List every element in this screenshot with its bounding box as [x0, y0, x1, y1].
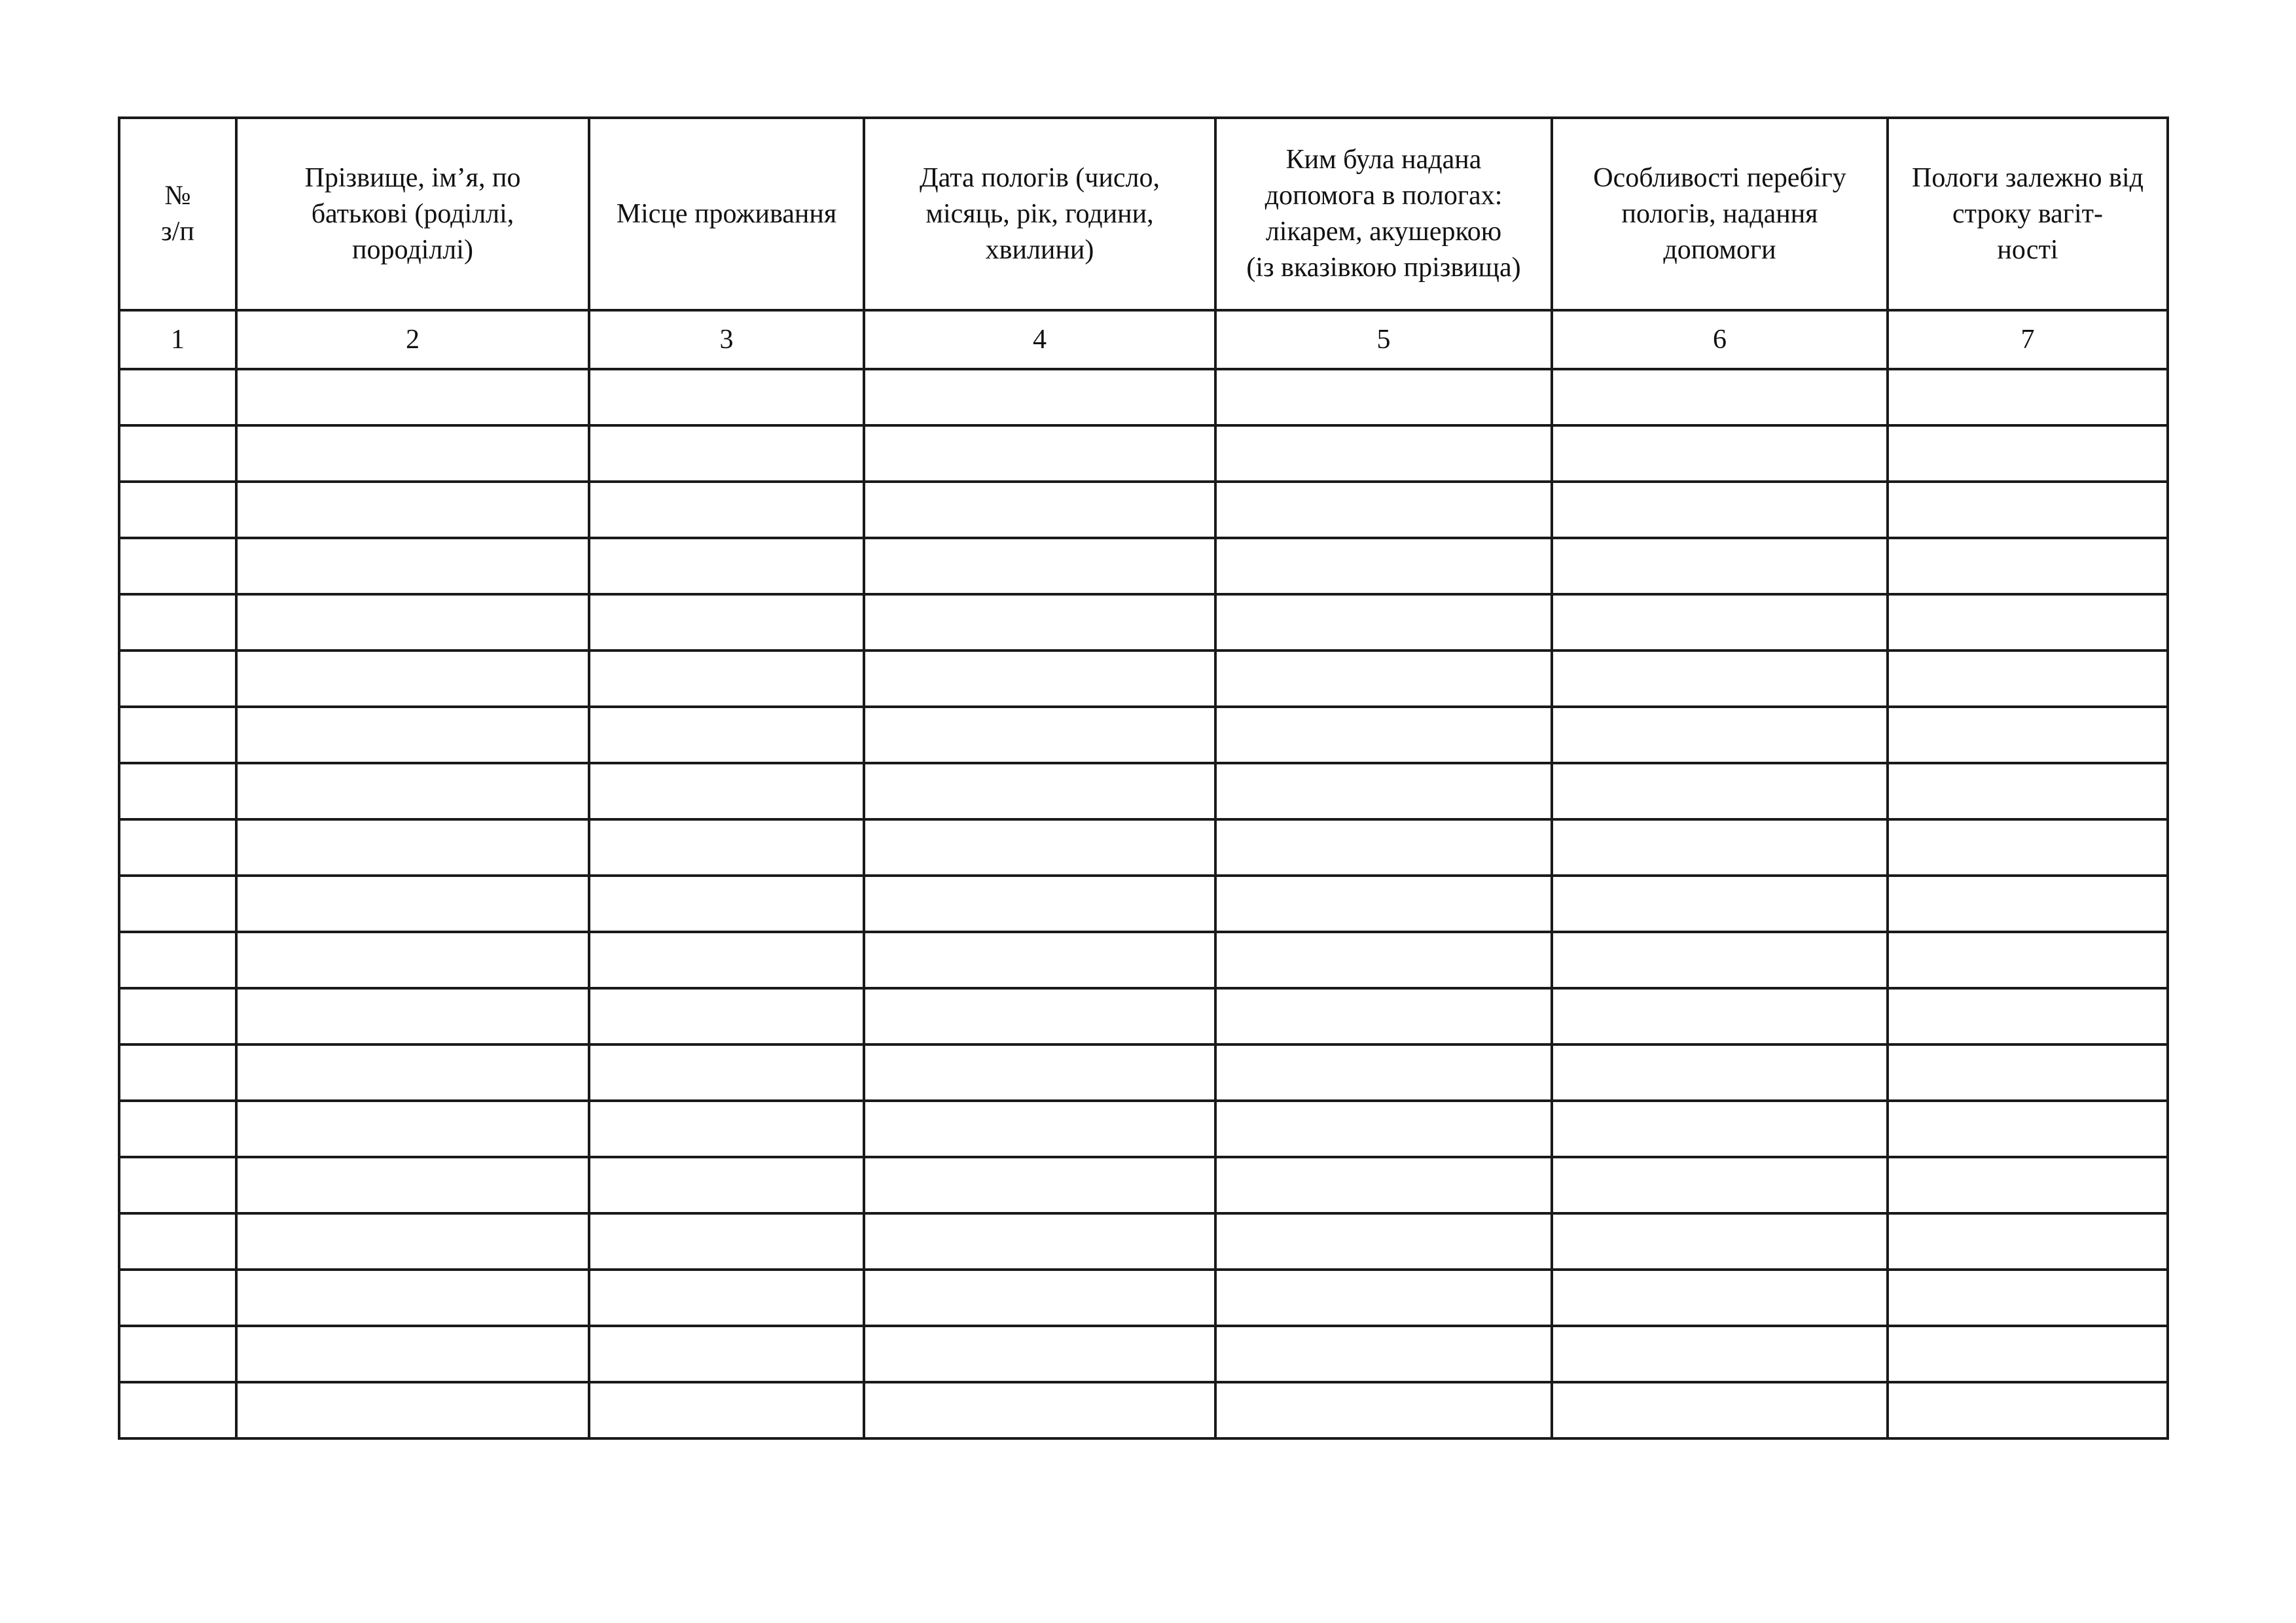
blank-cell: [236, 1382, 589, 1438]
blank-cell: [1888, 1213, 2168, 1270]
table-row: [119, 425, 2168, 482]
blank-cell: [119, 819, 236, 876]
column-number: 5: [1215, 310, 1552, 369]
blank-cell: [1215, 1326, 1552, 1382]
blank-cell: [119, 1213, 236, 1270]
blank-cell: [1888, 538, 2168, 594]
blank-cell: [236, 594, 589, 651]
blank-cell: [1888, 763, 2168, 819]
blank-cell: [1888, 819, 2168, 876]
blank-cell: [236, 651, 589, 707]
header-cell-4: [864, 118, 1215, 310]
blank-cell: [1215, 932, 1552, 988]
header-cell-3: [589, 118, 864, 310]
blank-cell: [119, 876, 236, 932]
blank-cell: [119, 1326, 236, 1382]
header-label: Особливості перебігу пологів, надання допомоги: [1593, 162, 1846, 265]
blank-cell: [864, 1382, 1215, 1438]
blank-cell: [589, 369, 864, 425]
blank-cell: [119, 1044, 236, 1101]
blank-cell: [236, 1101, 589, 1157]
register-sheet: [118, 116, 2166, 1440]
column-number-row: [119, 310, 2168, 369]
blank-cell: [864, 369, 1215, 425]
blank-cell: [1552, 425, 1888, 482]
header-label: № з/п: [161, 181, 194, 247]
header-cell-7: [1888, 118, 2168, 310]
blank-cell: [1552, 1382, 1888, 1438]
blank-cell: [1215, 369, 1552, 425]
blank-cell: [589, 482, 864, 538]
blank-cell: [119, 707, 236, 763]
blank-cell: [589, 988, 864, 1044]
table-row: [119, 988, 2168, 1044]
blank-cell: [236, 763, 589, 819]
births-register-table: [118, 116, 2169, 1440]
blank-cell: [1215, 1157, 1552, 1213]
blank-cell: [236, 1044, 589, 1101]
blank-cell: [864, 425, 1215, 482]
blank-cell: [119, 482, 236, 538]
blank-cell: [1888, 1382, 2168, 1438]
blank-cell: [236, 1326, 589, 1382]
blank-cell: [1888, 1270, 2168, 1326]
blank-cell: [1215, 1101, 1552, 1157]
table-row: [119, 1382, 2168, 1438]
blank-cell: [1215, 1213, 1552, 1270]
table-row: [119, 482, 2168, 538]
blank-cell: [1552, 1270, 1888, 1326]
blank-cell: [1888, 594, 2168, 651]
blank-cell: [864, 988, 1215, 1044]
blank-cell: [1552, 538, 1888, 594]
table-row: [119, 369, 2168, 425]
header-cell-5: [1215, 118, 1552, 310]
blank-cell: [1552, 988, 1888, 1044]
blank-cell: [1552, 819, 1888, 876]
blank-cell: [1888, 707, 2168, 763]
blank-cell: [864, 1044, 1215, 1101]
blank-cell: [119, 763, 236, 819]
register-body: [119, 369, 2168, 1438]
blank-cell: [119, 1382, 236, 1438]
blank-cell: [1888, 369, 2168, 425]
column-number: 1: [119, 310, 236, 369]
blank-cell: [1215, 594, 1552, 651]
blank-cell: [236, 876, 589, 932]
blank-cell: [236, 819, 589, 876]
blank-cell: [589, 932, 864, 988]
blank-cell: [589, 1157, 864, 1213]
blank-cell: [1215, 763, 1552, 819]
blank-cell: [236, 1270, 589, 1326]
blank-cell: [864, 651, 1215, 707]
blank-cell: [589, 1213, 864, 1270]
blank-cell: [1552, 1213, 1888, 1270]
blank-cell: [1888, 482, 2168, 538]
table-row: [119, 932, 2168, 988]
blank-cell: [236, 707, 589, 763]
table-row: [119, 1044, 2168, 1101]
blank-cell: [1215, 1270, 1552, 1326]
table-row: [119, 763, 2168, 819]
column-number: 7: [1888, 310, 2168, 369]
blank-cell: [119, 932, 236, 988]
table-row: [119, 1270, 2168, 1326]
blank-cell: [1552, 1044, 1888, 1101]
table-row: [119, 1326, 2168, 1382]
blank-cell: [119, 651, 236, 707]
blank-cell: [864, 763, 1215, 819]
blank-cell: [1215, 538, 1552, 594]
blank-cell: [589, 819, 864, 876]
blank-cell: [589, 425, 864, 482]
blank-cell: [119, 425, 236, 482]
blank-cell: [1888, 1101, 2168, 1157]
header-cell-6: [1552, 118, 1888, 310]
column-number: 4: [864, 310, 1215, 369]
blank-cell: [1215, 988, 1552, 1044]
blank-cell: [864, 1157, 1215, 1213]
blank-cell: [1215, 819, 1552, 876]
blank-cell: [1552, 594, 1888, 651]
blank-cell: [1552, 763, 1888, 819]
blank-cell: [1888, 1157, 2168, 1213]
blank-cell: [1888, 988, 2168, 1044]
header-cell-2: [236, 118, 589, 310]
blank-cell: [236, 538, 589, 594]
blank-cell: [1215, 707, 1552, 763]
blank-cell: [119, 1270, 236, 1326]
blank-cell: [589, 763, 864, 819]
table-row: [119, 707, 2168, 763]
column-number: 6: [1552, 310, 1888, 369]
blank-cell: [1552, 1157, 1888, 1213]
blank-cell: [1552, 707, 1888, 763]
blank-cell: [589, 1044, 864, 1101]
blank-cell: [864, 1326, 1215, 1382]
blank-cell: [1888, 1326, 2168, 1382]
blank-cell: [1215, 1044, 1552, 1101]
column-number: 3: [589, 310, 864, 369]
blank-cell: [1552, 1326, 1888, 1382]
blank-cell: [119, 1157, 236, 1213]
blank-cell: [1552, 482, 1888, 538]
blank-cell: [864, 538, 1215, 594]
header-label: Ким була надана допомога в пологах: лікарем, акушеркою (із вказівкою прізвища): [1246, 145, 1521, 283]
blank-cell: [119, 369, 236, 425]
column-number: 2: [236, 310, 589, 369]
blank-cell: [589, 1270, 864, 1326]
blank-cell: [864, 1213, 1215, 1270]
blank-cell: [589, 1326, 864, 1382]
blank-cell: [119, 594, 236, 651]
table-row: [119, 819, 2168, 876]
blank-cell: [236, 425, 589, 482]
blank-cell: [1888, 651, 2168, 707]
header-row: [119, 118, 2168, 310]
blank-cell: [589, 707, 864, 763]
table-row: [119, 1213, 2168, 1270]
blank-cell: [1888, 932, 2168, 988]
table-row: [119, 876, 2168, 932]
header-label: Пологи залежно від строку вагіт- ності: [1911, 162, 2144, 265]
blank-cell: [864, 594, 1215, 651]
blank-cell: [1215, 1382, 1552, 1438]
blank-cell: [1888, 425, 2168, 482]
blank-cell: [864, 482, 1215, 538]
blank-cell: [1888, 1044, 2168, 1101]
table-row: [119, 1157, 2168, 1213]
blank-cell: [864, 1101, 1215, 1157]
blank-cell: [589, 1101, 864, 1157]
blank-cell: [589, 651, 864, 707]
blank-cell: [119, 538, 236, 594]
blank-cell: [1215, 876, 1552, 932]
blank-cell: [864, 932, 1215, 988]
blank-cell: [1552, 932, 1888, 988]
blank-cell: [1552, 369, 1888, 425]
header-label: Місце проживання: [616, 198, 837, 229]
blank-cell: [236, 1157, 589, 1213]
blank-cell: [1215, 482, 1552, 538]
blank-cell: [236, 932, 589, 988]
blank-cell: [589, 876, 864, 932]
table-row: [119, 651, 2168, 707]
header-label: Дата пологів (число, місяць, рік, години, хвилини): [919, 162, 1160, 265]
blank-cell: [119, 1101, 236, 1157]
header-label: Прізвище, ім’я, по батькові (роділлі, породіллі): [304, 162, 521, 265]
blank-cell: [864, 819, 1215, 876]
blank-cell: [589, 538, 864, 594]
blank-cell: [864, 1270, 1215, 1326]
blank-cell: [1215, 651, 1552, 707]
blank-cell: [119, 988, 236, 1044]
blank-cell: [589, 594, 864, 651]
blank-cell: [236, 988, 589, 1044]
header-cell-1: [119, 118, 236, 310]
blank-cell: [864, 876, 1215, 932]
blank-cell: [1552, 876, 1888, 932]
blank-cell: [1552, 1101, 1888, 1157]
blank-cell: [236, 482, 589, 538]
blank-cell: [236, 1213, 589, 1270]
blank-cell: [589, 1382, 864, 1438]
table-row: [119, 594, 2168, 651]
blank-cell: [1888, 876, 2168, 932]
table-row: [119, 1101, 2168, 1157]
blank-cell: [1215, 425, 1552, 482]
blank-cell: [864, 707, 1215, 763]
table-row: [119, 538, 2168, 594]
blank-cell: [1552, 651, 1888, 707]
blank-cell: [236, 369, 589, 425]
